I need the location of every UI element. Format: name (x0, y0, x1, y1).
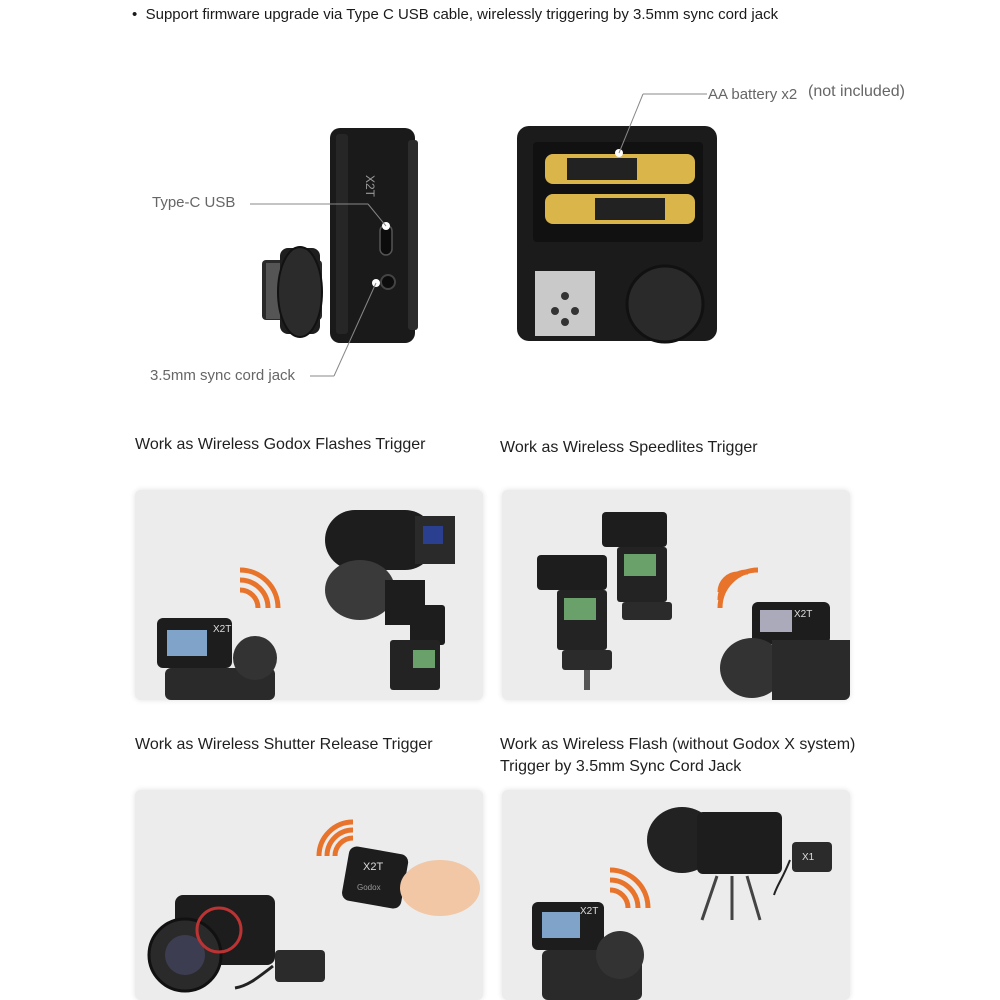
side-label-text: X2T (363, 175, 377, 198)
trigger-side-image (150, 120, 450, 400)
battery-note: (not included) (808, 83, 905, 100)
caption-shutter: Work as Wireless Shutter Release Trigger (135, 736, 433, 753)
panel1-trigger-label: X2T (213, 624, 232, 635)
bullet-text: Support firmware upgrade via Type C USB cable, wirelessly triggering by 3.5mm sync cord jack (145, 6, 779, 23)
sync-jack-callout: 3.5mm sync cord jack (150, 367, 296, 384)
caption-flash-line1: Work as Wireless Flash (without Godox X system) (500, 736, 856, 753)
product-battery-view (505, 86, 735, 356)
bullet-mark: • (132, 6, 138, 23)
feature-bullet (132, 6, 778, 23)
panel-shutter (135, 790, 483, 1000)
product-side-view (150, 120, 450, 400)
usb-callout: Type-C USB (152, 194, 236, 211)
battery-compartment-image (505, 86, 735, 356)
godox-flashes-scene (135, 490, 483, 700)
sync-cord-scene (502, 790, 850, 1000)
caption-speedlites: Work as Wireless Speedlites Trigger (500, 439, 758, 456)
panel-godox-flashes (135, 490, 483, 700)
panel2-trigger-label: X2T (794, 609, 813, 620)
panel4-trigger-label: X2T (580, 906, 599, 917)
panel3-brand: Godox (357, 883, 381, 892)
caption-godox-flashes: Work as Wireless Godox Flashes Trigger (135, 436, 426, 453)
caption-flash-line2: Trigger by 3.5mm Sync Cord Jack (500, 758, 742, 775)
speedlites-scene (502, 490, 850, 700)
shutter-scene (135, 790, 483, 1000)
panel-sync-cord (502, 790, 850, 1000)
panel-speedlites (502, 490, 850, 700)
battery-callout: AA battery x2 (708, 86, 798, 103)
panel3-trigger-label: X2T (363, 861, 384, 873)
panel4-receiver-label: X1 (802, 852, 815, 863)
